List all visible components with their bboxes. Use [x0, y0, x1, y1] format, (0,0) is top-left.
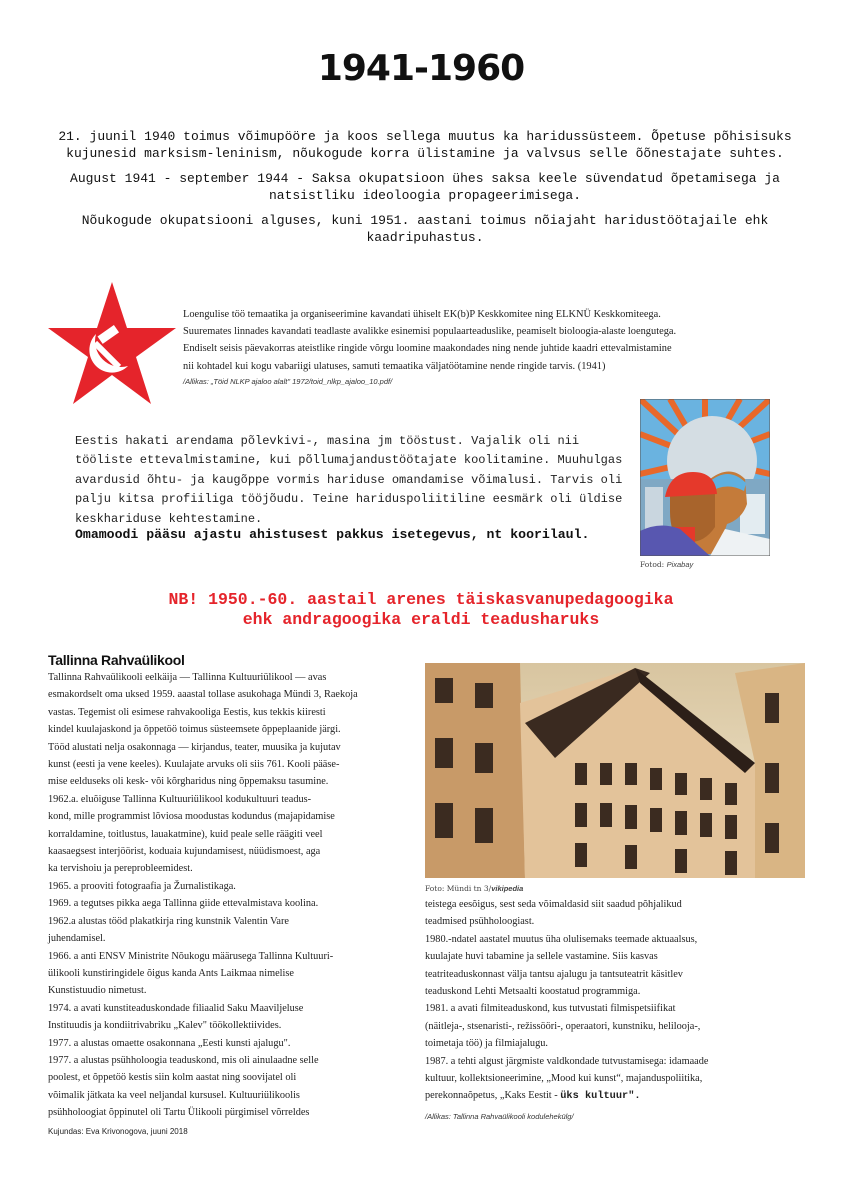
lectures-line: Loengulise töö temaatika ja organiseerimine kavandati ühiselt EK(b)P Keskkomitee ning ELKNÜ Keskkomiteega. [183, 309, 661, 320]
page-title: 1941-1960 [317, 48, 525, 89]
column-line: 1987. a tehti algust järgmiste valdkondade tutvustamisega: idamaade [425, 1055, 709, 1067]
column-line: teatriteaduskonnast välja tantsu ajalugu ja tantsuteatrit käsitlev [425, 968, 683, 980]
column-line: 1962.a alustas tööd plakatkirja ring kunstnik Valentin Vare [48, 915, 289, 927]
hammer-sickle-star-icon [48, 282, 176, 404]
intro-paragraph: Nõukogude okupatsiooni alguses, kuni 1951. aastani toimus nõiajaht haridustöötajaile ehk kaadripuhastus. [81, 213, 769, 245]
column-line: Instituudis ja kondiitrivabriku „Kalev" töökollektiivides. [48, 1020, 282, 1032]
intro [40, 128, 810, 254]
lectures-line: nii kohtadel kui kogu vabariigi ulatuses, samuti temaatika väljatöötamine nende ringide tarvis. (1941) [183, 360, 606, 372]
caption-prefix: Fotod: [640, 560, 667, 569]
column-line: vastas. Tegemist oli esimese rahvakooliga Eestis, kus tekkis kiiresti [48, 706, 326, 718]
column-line: juhendamisel. [48, 933, 106, 945]
column-line: ka tervishoiu ja pereprobleemidest. [48, 863, 193, 875]
column-line: kuulajate huvi tabamine ja sellele vastamine. Siis kasvas [425, 951, 658, 963]
right-column [425, 896, 815, 1124]
photo-caption [425, 884, 523, 893]
industry-block [75, 432, 635, 529]
column-line: mise eelduseks oli kesk- või kõrgharidus ning õppemaksu tasumine. [48, 776, 329, 788]
caption-prefix: Foto: Mündi tn 3/ [425, 884, 492, 893]
column-line: poolest, et õppetöö kestis siin kolm aastat ning soovijatel oli [48, 1072, 297, 1084]
column-line: 1966. a anti ENSV Ministrite Nõukogu määrusega Tallinna Kultuuri- [48, 950, 334, 962]
nb-heading: NB! 1950.-60. aastail arenes täiskasvanupedagoogika ehk andragoogika eraldi teadusharuks [168, 590, 674, 629]
lectures-source: /Allikas: „Töid NLKP ajaloo alalt" 1972/toid_nlkp_ajaloo_10.pdf/ [183, 376, 393, 386]
column-line: teistega eesõigus, sest seda võimaldasid siit saadud põhjalikud [425, 899, 682, 910]
column-line: 1980.-ndatel aastatel muutus üha olulisemaks teemade aktuaalsus, [425, 933, 698, 945]
designer-credit: Kujundas: Eva Krivonogova, juuni 2018 [48, 1127, 188, 1136]
column-line: kultuur, kollektsioneerimine, „Mood kui kunst“, majanduspoliitika, [425, 1073, 703, 1085]
column-line [425, 1087, 815, 1105]
column-line: 1977. a alustas omaette osakonnana „Eesti kunsti ajalugu". [48, 1037, 291, 1049]
column-line: ülikooli kunstiringidele õigus kanda Ants Laikmaa nimelise [48, 967, 294, 979]
industry-line: avardusid õhtu- ja kaugõppe vormis hariduse omandamise võimalusi. Tarvis oli [75, 472, 623, 487]
industry-line: tööliste ettevalmistamine, kui põllumajandustöötajate koolitamine. Muuhulgas [75, 453, 623, 468]
caption-source: Pixabay [666, 560, 694, 569]
section-source: /Allikas: Tallinna Rahvaülikooli kodulehekülg/ [425, 1111, 574, 1121]
column-line: Tallinna Rahvaülikooli eelkäija — Tallinna Kultuuriülikool — avas [48, 672, 327, 683]
line-mono: üks kultuur". [560, 1090, 641, 1103]
soviet-workers-poster-image [640, 399, 770, 556]
industry-line: palju kitsa profiiliga tööjõudu. Teine hariduspoliitiline eesmärk oli üldise [75, 492, 623, 507]
lectures-block [183, 306, 823, 389]
column-line: toimetaja töö) ja filmiajalugu. [425, 1038, 548, 1050]
column-line: kunst (eesti ja vene keeles). Kuulajate arvuks oli siis 761. Kooli pääse- [48, 759, 340, 771]
column-line: kond, mille programmist lõviosa moodustas kodundus (majapidamise [48, 811, 335, 823]
mundi-street-building-photo [425, 663, 805, 878]
column-line: 1974. a avati kunstiteaduskondade filiaalid Saku Maaviljeluse [48, 1002, 304, 1014]
left-column [48, 669, 408, 1122]
column-line: 1981. a avati filmiteaduskond, kus tutvustati filmispetsiifikat [425, 1003, 676, 1015]
lectures-line: Suuremates linnades kavandati teadlaste avalikke esinemisi populaarteaduslike, peamiselt bioloogia-alaste loengutega. [183, 326, 677, 338]
column-line: Kunstistuudio nimetust. [48, 985, 147, 997]
column-line: Tööd alustati nelja osakonnaga — kirjandus, teater, muusika ja kujutav [48, 741, 341, 753]
column-line: teaduskond Lehti Metsaalti koostatud programmiga. [425, 986, 641, 998]
column-line: võimalik jätkata ka veel neljandal kursusel. Kultuuriülikoolis [48, 1089, 300, 1101]
industry-line: keskhariduse kehtestamine. [75, 511, 263, 526]
line-prefix: perekonnaõpetus, „Kaks Eestit - [425, 1090, 561, 1102]
caption-source: vikipedia [491, 884, 524, 893]
column-line: korraldamine, toitlustus, lauakatmine), kuid peale selle räägiti veel [48, 828, 323, 840]
column-line: 1969. a tegutses pikka aega Tallinna giide ettevalmistava koolina. [48, 898, 319, 910]
column-line: kaasaegsest interjöörist, koduaia kujundamisest, nüüdismoest, aga [48, 846, 321, 858]
lectures-line: Endiselt seisis päevakorras ateistlike ringide võrgu loomine maakondades ning nende juhtide kaadri ettevalmistamine [183, 343, 672, 355]
industry-highlight: Omamoodi pääsu ajastu ahistusest pakkus isetegevus, nt koorilaul. [75, 527, 590, 542]
industry-line: Eestis hakati arendama põlevkivi-, masina jm tööstust. Vajalik oli nii [75, 434, 580, 448]
column-line: 1965. a prooviti fotograafia ja Žurnalistikaga. [48, 880, 236, 892]
poster-caption [640, 560, 693, 569]
column-line: esmakordselt oma uksed 1959. aaastal tollase asukohaga Mündi 3, Raekoja [48, 689, 358, 701]
section-title: Tallinna Rahvaülikool [48, 652, 185, 668]
column-line: (näitleja-, stsenaristi-, režissööri-, operaatori, kunstniku, helilooja-, [425, 1020, 701, 1032]
column-line: 1962.a. eluõiguse Tallinna Kultuuriülikool kodukultuuri teadus- [48, 793, 312, 805]
intro-paragraph: 21. juunil 1940 toimus võimupööre ja koos sellega muutus ka haridussüsteem. Õpetuse põhisisuks kujunesid marksism-leninism, nõukogude korra ülistamine ja valvsus selle õõnestajate suhtes. [58, 129, 792, 161]
column-line: psühholoogiat õppinutel oli Tartu Ülikooli pürgimisel võrreldes [48, 1107, 310, 1119]
intro-paragraph: August 1941 - september 1944 - Saksa okupatsioon ühes saksa keele süvendatud õpetamisega ja natsistliku ideoloogia propageerimisega. [70, 171, 780, 203]
column-line: kindel kuulajaskond ja õppetöö toimus süsteemsete õppeplaanide järgi. [48, 724, 341, 736]
column-line: teadmised psühholoogiast. [425, 916, 535, 928]
column-line: 1977. a alustas psühholoogia teaduskond, mis oli ainulaadne selle [48, 1054, 319, 1066]
